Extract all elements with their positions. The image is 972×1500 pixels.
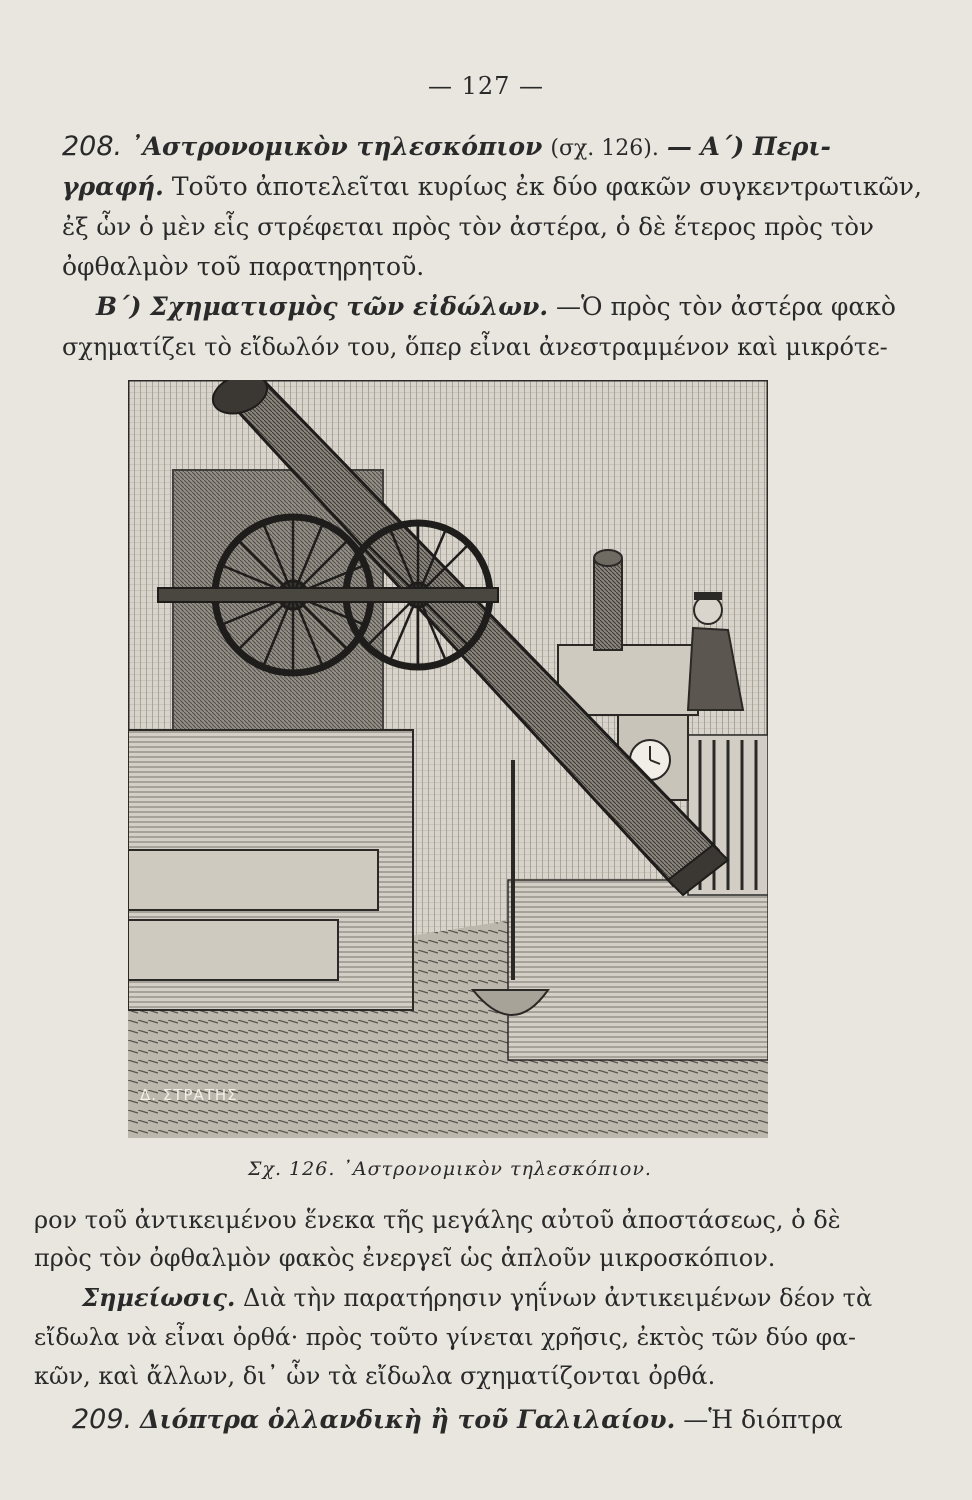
subheading-a: — Α΄) Περι- (666, 132, 831, 161)
figure-caption: Σχ. 126. ᾿Αστρονομικὸν τηλεσκόπιον. (248, 1158, 652, 1180)
text-line: εἴδωλα νὰ εἶναι ὀρθά· πρὸς τοῦτο γίνεται χρῆσις, ἐκτὸς τῶν δύο φα- (34, 1323, 856, 1351)
text-line: κῶν, καὶ ἄλλων, δι᾿ ὧν τὰ εἴδωλα σχηματίζονται ὀρθά. (34, 1362, 716, 1390)
subheading-b: Β΄) Σχηματισμὸς τῶν εἰδώλων. (96, 292, 549, 321)
body-text: —Ὁ πρὸς τὸν ἀστέρα φακὸ (556, 292, 896, 321)
text-line: πρὸς τὸν ὀφθαλμὸν φακὸς ἐνεργεῖ ὡς ἁπλοῦν μικροσκόπιον. (34, 1244, 776, 1272)
text-line: ὀφθαλμὸν τοῦ παρατηρητοῦ. (62, 252, 425, 281)
body-text: Τοῦτο ἀποτελεῖται κυρίως ἐκ δύο φακῶν συγκεντρωτικῶν, (171, 172, 922, 201)
text-line (96, 292, 896, 322)
engraver-signature: Δ. ΣΤΡΑΤΗΣ (140, 1086, 238, 1104)
text-line: ἐξ ὧν ὁ μὲν εἷς στρέφεται πρὸς τὸν ἀστέρα, ὁ δὲ ἕτερος πρὸς τὸν (62, 212, 874, 241)
text-line: ρον τοῦ ἀντικειμένου ἕνεκα τῆς μεγάλης αὐτοῦ ἀποστάσεως, ὁ δὲ (34, 1206, 841, 1234)
section-number: 208. (62, 131, 123, 162)
note-heading: Σημείωσις. (82, 1283, 236, 1312)
section-208-title-line (62, 132, 831, 164)
page-number: — 127 — (427, 72, 545, 100)
telescope-engraving (128, 380, 768, 1138)
subheading-a-cont: γραφή. (62, 172, 164, 201)
body-text: —Ἡ διόπτρα (683, 1405, 843, 1434)
body-text: Διὰ τὴν παρατήρησιν γηΐνων ἀντικειμένων δέον τὰ (242, 1284, 873, 1312)
text-line (62, 172, 922, 202)
figure-reference: (σχ. 126). (550, 136, 659, 161)
section-209-title-line (72, 1405, 843, 1435)
text-line (82, 1283, 872, 1313)
text-line: σχηματίζει τὸ εἴδωλόν του, ὅπερ εἶναι ἀνεστραμμένον καὶ μικρότε- (62, 333, 888, 361)
section-title: ᾿Αστρονομικὸν τηλεσκόπιον (130, 132, 543, 161)
section-number: 209. (72, 1404, 133, 1435)
section-title: Διόπτρα ὁλλανδικὴ ἢ τοῦ Γαλιλαίου. (140, 1405, 676, 1434)
